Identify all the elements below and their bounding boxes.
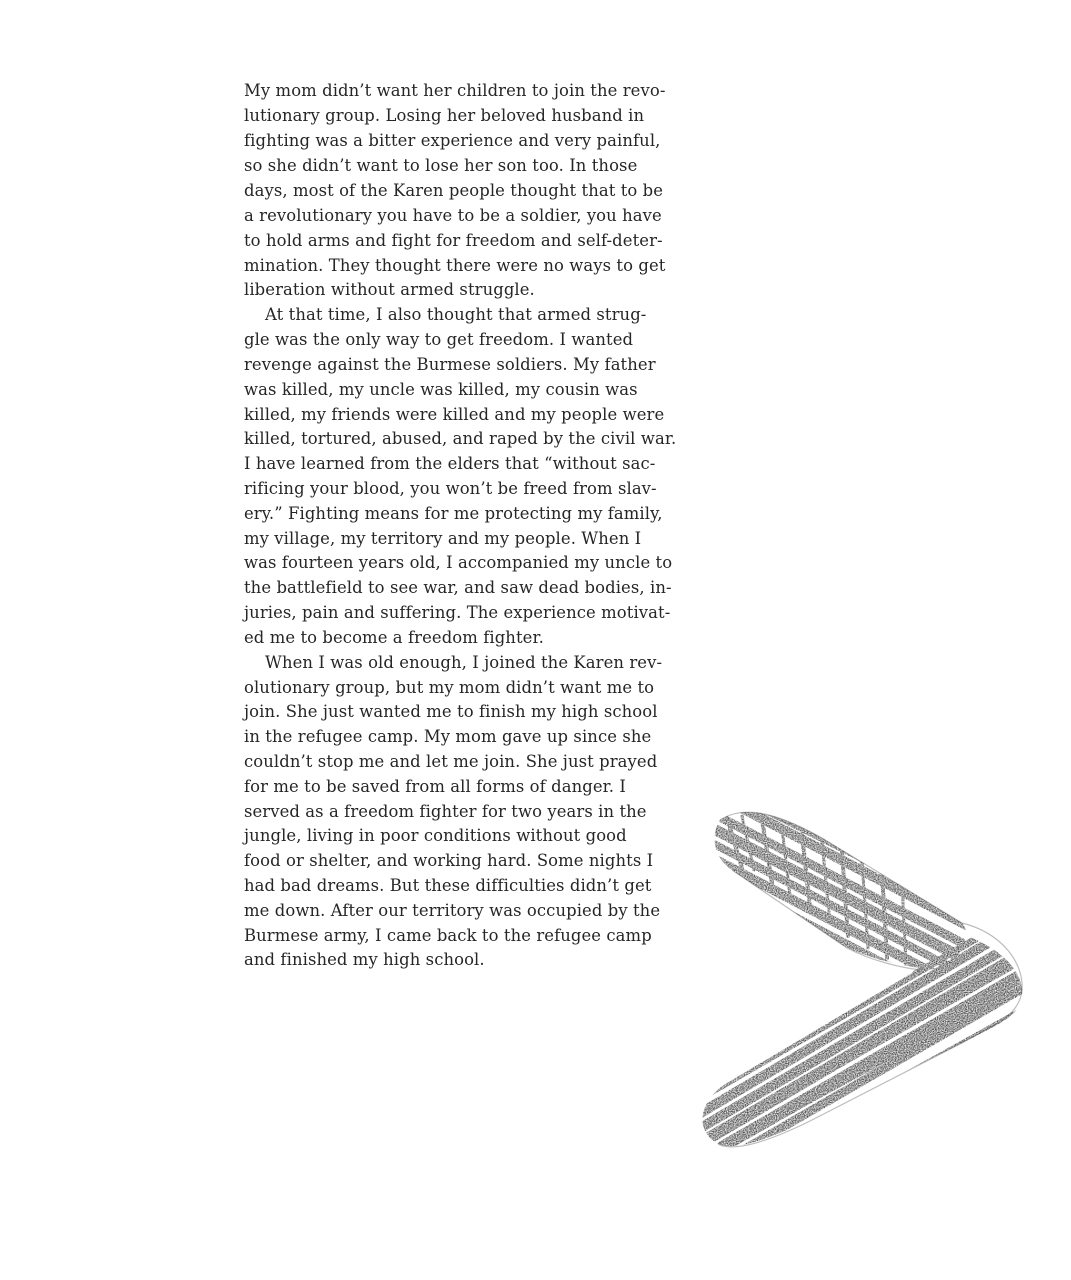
text-line: My mom didn’t want her children to join the revo- [244,81,666,100]
text-line: I have learned from the elders that “without sac- [244,454,656,473]
text-line: fighting was a bitter experience and very painful, [244,131,661,150]
text-line: a revolutionary you have to be a soldier, you have [244,206,662,225]
crayon-chevron-icon [672,758,1052,1178]
text-line: served as a freedom fighter for two years in the [244,802,647,821]
text-line: gle was the only way to get freedom. I wanted [244,330,634,349]
text-line: in the refugee camp. My mom gave up since she [244,727,652,746]
text-line: rificing your blood, you won’t be freed from slav- [244,479,657,498]
text-line: was killed, my uncle was killed, my cousin was [244,380,638,399]
text-line: jungle, living in poor conditions without good [244,826,627,845]
text-line: ed me to become a freedom fighter. [244,628,544,647]
text-line: liberation without armed struggle. [244,280,535,299]
text-line: couldn’t stop me and let me join. She just prayed [244,752,658,771]
text-line: juries, pain and suffering. The experience motivat- [244,603,671,622]
text-line: ery.” Fighting means for me protecting my family, [244,504,663,523]
text-line: to hold arms and fight for freedom and self-deter- [244,231,663,250]
text-line: Burmese army, I came back to the refugee camp [244,926,652,945]
text-line: olutionary group, but my mom didn’t want me to [244,678,655,697]
text-line: mination. They thought there were no ways to get [244,256,666,275]
text-line: me down. After our territory was occupied by the [244,901,661,920]
text-line: join. She just wanted me to finish my high school [244,702,658,721]
text-line: for me to be saved from all forms of danger. I [244,777,626,796]
text-line: At that time, I also thought that armed strug- [265,305,647,324]
text-line: days, most of the Karen people thought that to be [244,181,664,200]
text-line: revenge against the Burmese soldiers. My father [244,355,656,374]
crayon-strokes [692,803,1037,1178]
text-line: the battlefield to see war, and saw dead bodies, in- [244,578,672,597]
text-line: killed, my friends were killed and my people were [244,405,665,424]
text-line: killed, tortured, abused, and raped by the civil war. [244,429,677,448]
text-line: When I was old enough, I joined the Karen rev- [265,653,663,672]
text-line: so she didn’t want to lose her son too. In those [244,156,638,175]
text-line: food or shelter, and working hard. Some nights I [244,851,654,870]
text-line: was fourteen years old, I accompanied my uncle to [244,553,673,572]
text-line: my village, my territory and my people. When I [244,529,642,548]
text-line: had bad dreams. But these difficulties didn’t get [244,876,652,895]
text-line: and finished my high school. [244,950,485,969]
text-line: lutionary group. Losing her beloved husband in [244,106,645,125]
